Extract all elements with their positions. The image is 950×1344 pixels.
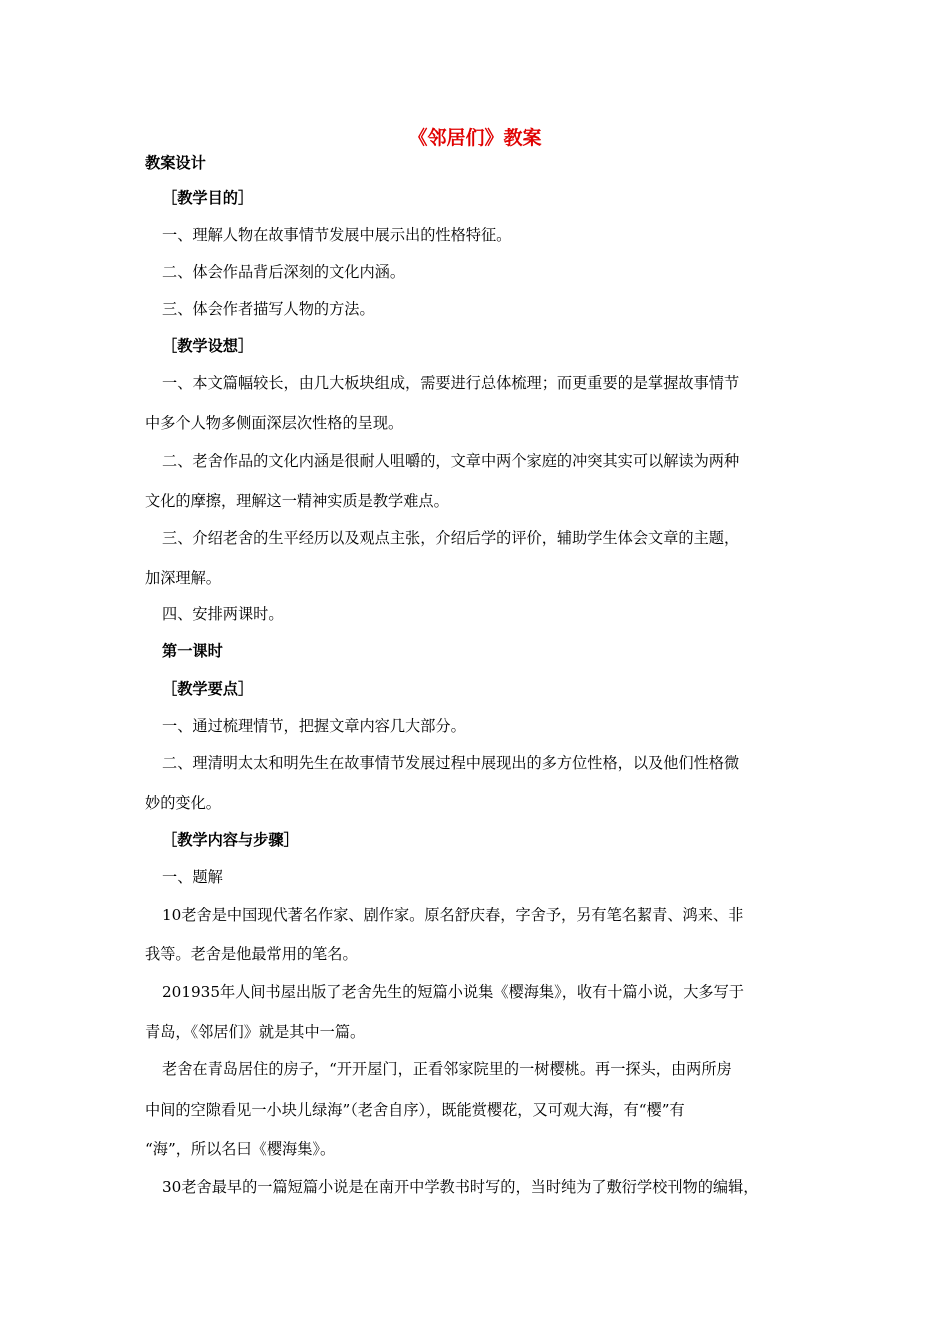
step-1: 一、题解 xyxy=(162,868,223,886)
para-3-line2: 中间的空隙看见一小块儿绿海”（老舍自序），既能赏樱花，又可观大海，有“樱”有 xyxy=(145,1101,685,1119)
ideas-p3-line2: 加深理解。 xyxy=(145,569,221,587)
lesson1-heading: 第一课时 xyxy=(162,642,223,660)
ideas-p2-line2: 文化的摩擦，理解这一精神实质是教学难点。 xyxy=(145,492,449,510)
para-1-line1: 10老舍是中国现代著名作家、剧作家。原名舒庆春，字舍予，另有笔名絜青、鸿来、非 xyxy=(162,906,744,924)
content-heading: ［教学内容与步骤］ xyxy=(162,831,299,849)
point-1: 一、通过梳理情节，把握文章内容几大部分。 xyxy=(162,717,466,735)
para-1-line2: 我等。老舍是他最常用的笔名。 xyxy=(145,945,358,963)
para-2-line1: 201935年人间书屋出版了老舍先生的短篇小说集《樱海集》，收有十篇小说，大多写于 xyxy=(162,983,744,1001)
document-title: 《邻居们》教案 xyxy=(408,127,542,149)
points-heading: ［教学要点］ xyxy=(162,680,254,698)
goals-heading: ［教学目的］ xyxy=(162,189,254,207)
ideas-p2-line1: 二、老舍作品的文化内涵是很耐人咀嚼的，文章中两个家庭的冲突其实可以解读为两种 xyxy=(162,452,740,470)
ideas-p1-line2: 中多个人物多侧面深层次性格的呈现。 xyxy=(145,414,404,432)
ideas-p3-line1: 三、介绍老舍的生平经历以及观点主张，介绍后学的评价，辅助学生体会文章的主题， xyxy=(162,529,740,547)
goal-item-2: 二、体会作品背后深刻的文化内涵。 xyxy=(162,263,405,281)
ideas-heading: ［教学设想］ xyxy=(162,337,254,355)
para-3-line1: 老舍在青岛居住的房子，“开开屋门，正看邻家院里的一树樱桃。再一探头，由两所房 xyxy=(162,1060,732,1078)
point-2-line2: 妙的变化。 xyxy=(145,794,221,812)
para-2-line2: 青岛，《邻居们》就是其中一篇。 xyxy=(145,1023,366,1041)
goal-item-3: 三、体会作者描写人物的方法。 xyxy=(162,300,375,318)
goal-item-1: 一、理解人物在故事情节发展中展示出的性格特征。 xyxy=(162,226,512,244)
ideas-p1-line1: 一、本文篇幅较长，由几大板块组成，需要进行总体梳理；而更重要的是掌握故事情节 xyxy=(162,374,740,392)
section-heading: 教案设计 xyxy=(145,154,206,172)
para-4-line1: 30老舍最早的一篇短篇小说是在南开中学教书时写的，当时纯为了敷衍学校刊物的编辑， xyxy=(162,1178,759,1196)
ideas-p4: 四、安排两课时。 xyxy=(162,605,284,623)
para-3-line3: “海”，所以名曰《樱海集》。 xyxy=(145,1140,336,1158)
point-2-line1: 二、理清明太太和明先生在故事情节发展过程中展现出的多方位性格，以及他们性格微 xyxy=(162,754,740,772)
